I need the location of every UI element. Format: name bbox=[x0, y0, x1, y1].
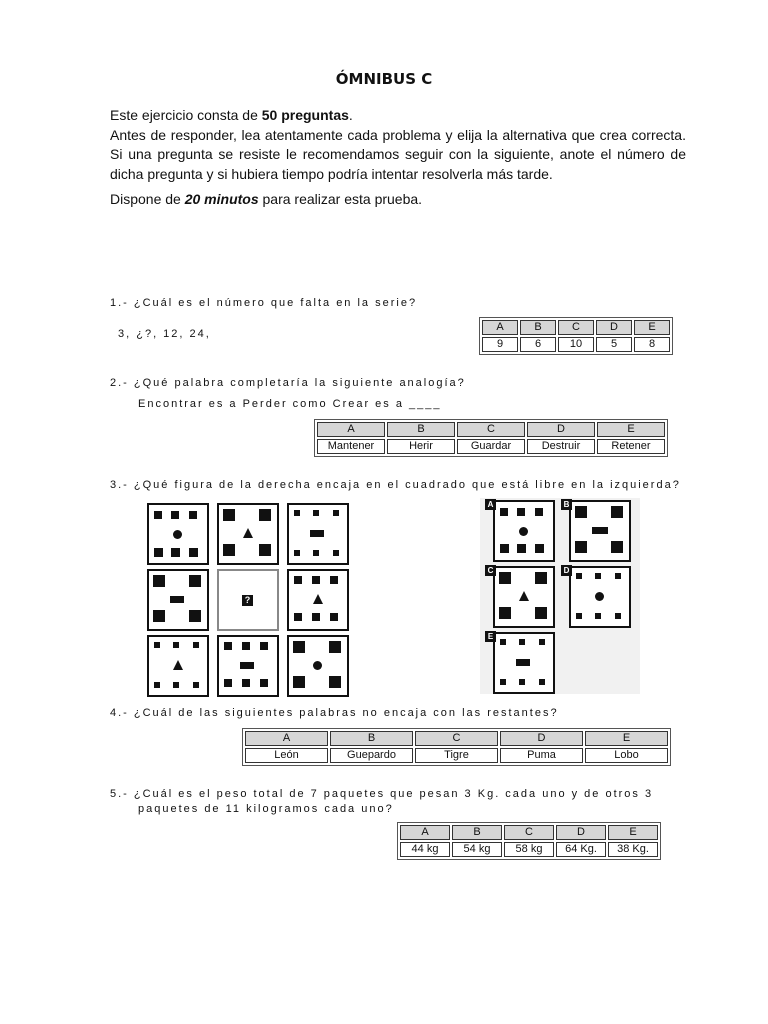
option-answer[interactable]: 54 kg bbox=[452, 842, 502, 857]
option-letter: B bbox=[452, 825, 502, 840]
option-answer[interactable]: Destruir bbox=[527, 439, 595, 454]
option-answer[interactable]: Mantener bbox=[317, 439, 385, 454]
intro-text: Este ejercicio consta de 50 preguntas. Antes de responder, lea atentamente cada problema y elija la alternativa que crea correcta. Si una pregunta se resiste le recomendamos seguir con la siguiente, anote el número de dicha pregunta y si hubiera tiempo podría intentar resolverla más tarde. Dispone de 20 minutos para realizar esta prueba. bbox=[110, 107, 686, 207]
question-2-analogy: Encontrar es a Perder como Crear es a ____ bbox=[138, 398, 442, 410]
option-letter: C bbox=[558, 320, 594, 335]
matrix-cell bbox=[287, 635, 349, 697]
option-letter: C bbox=[457, 422, 525, 437]
option-letter: E bbox=[597, 422, 665, 437]
option-answer[interactable]: Guepardo bbox=[330, 748, 413, 763]
question-2-text: 2.- ¿Qué palabra completaría la siguiente analogía? bbox=[110, 377, 466, 389]
option-letter: C bbox=[415, 731, 498, 746]
question-5-text-continued: paquetes de 11 kilogramos cada uno? bbox=[138, 803, 394, 815]
option-letter: A bbox=[245, 731, 328, 746]
figure-option-b[interactable] bbox=[563, 500, 631, 562]
option-letter: E bbox=[608, 825, 658, 840]
option-letter: A bbox=[317, 422, 385, 437]
option-letter: A bbox=[400, 825, 450, 840]
option-answer[interactable]: Herir bbox=[387, 439, 455, 454]
figure-option-e[interactable] bbox=[487, 632, 555, 694]
option-letter: B bbox=[330, 731, 413, 746]
question-1-series: 3, ¿?, 12, 24, bbox=[118, 328, 211, 340]
option-answer[interactable]: 64 Kg. bbox=[556, 842, 606, 857]
figure-option-c[interactable] bbox=[487, 566, 555, 628]
option-answer[interactable]: 8 bbox=[634, 337, 670, 352]
question-3-text: 3.- ¿Qué figura de la derecha encaja en el cuadrado que está libre en la izquierda? bbox=[110, 479, 681, 491]
option-answer[interactable]: 9 bbox=[482, 337, 518, 352]
page-title: ÓMNIBUS C bbox=[335, 70, 433, 88]
option-label: B bbox=[561, 499, 572, 510]
option-letter: D bbox=[500, 731, 583, 746]
question-2-options bbox=[314, 419, 668, 457]
matrix-cell bbox=[147, 569, 209, 631]
option-letter: D bbox=[527, 422, 595, 437]
option-letter: E bbox=[585, 731, 668, 746]
option-letter: D bbox=[556, 825, 606, 840]
option-label: E bbox=[485, 631, 496, 642]
option-answer[interactable]: 10 bbox=[558, 337, 594, 352]
option-answer[interactable]: Lobo bbox=[585, 748, 668, 763]
option-label: C bbox=[485, 565, 496, 576]
question-4-text: 4.- ¿Cuál de las siguientes palabras no encaja con las restantes? bbox=[110, 707, 559, 719]
question-5-text: 5.- ¿Cuál es el peso total de 7 paquetes que pesan 3 Kg. cada uno y de otros 3 bbox=[110, 788, 654, 800]
option-letter: E bbox=[634, 320, 670, 335]
question-1-text: 1.- ¿Cuál es el número que falta en la serie? bbox=[110, 297, 418, 309]
option-answer[interactable]: Retener bbox=[597, 439, 665, 454]
option-answer[interactable]: Guardar bbox=[457, 439, 525, 454]
question-1-options bbox=[479, 317, 673, 355]
option-letter: A bbox=[482, 320, 518, 335]
option-answer[interactable]: 38 Kg. bbox=[608, 842, 658, 857]
option-label: A bbox=[485, 499, 496, 510]
matrix-cell bbox=[287, 503, 349, 565]
question-count: 50 preguntas bbox=[261, 107, 349, 123]
matrix-cell bbox=[287, 569, 349, 631]
matrix-cell bbox=[217, 635, 279, 697]
option-answer[interactable]: 44 kg bbox=[400, 842, 450, 857]
matrix-cell bbox=[147, 503, 209, 565]
option-letter: D bbox=[596, 320, 632, 335]
question-4-options bbox=[242, 728, 671, 766]
instructions: Antes de responder, lea atentamente cada problema y elija la alternativa que crea correcta. Si una pregunta se resiste le recomendamos seguir con la siguiente, anote el número de dicha pregunta y si hubiera tiempo podría intentar resolverla más tarde. bbox=[110, 126, 686, 182]
option-letter: C bbox=[504, 825, 554, 840]
option-answer[interactable]: Tigre bbox=[415, 748, 498, 763]
matrix-cell bbox=[217, 503, 279, 565]
option-letter: B bbox=[520, 320, 556, 335]
question-5-options bbox=[397, 822, 661, 860]
matrix-cell bbox=[147, 635, 209, 697]
figure-option-a[interactable] bbox=[487, 500, 555, 562]
option-answer[interactable]: 6 bbox=[520, 337, 556, 352]
option-label: D bbox=[561, 565, 572, 576]
option-answer[interactable]: 5 bbox=[596, 337, 632, 352]
question-mark-icon: ? bbox=[242, 595, 253, 606]
time-limit: 20 minutos bbox=[184, 191, 259, 207]
option-answer[interactable]: 58 kg bbox=[504, 842, 554, 857]
option-letter: B bbox=[387, 422, 455, 437]
option-answer[interactable]: Puma bbox=[500, 748, 583, 763]
matrix-empty-cell[interactable] bbox=[217, 569, 279, 631]
figure-option-d[interactable] bbox=[563, 566, 631, 628]
option-answer[interactable]: León bbox=[245, 748, 328, 763]
